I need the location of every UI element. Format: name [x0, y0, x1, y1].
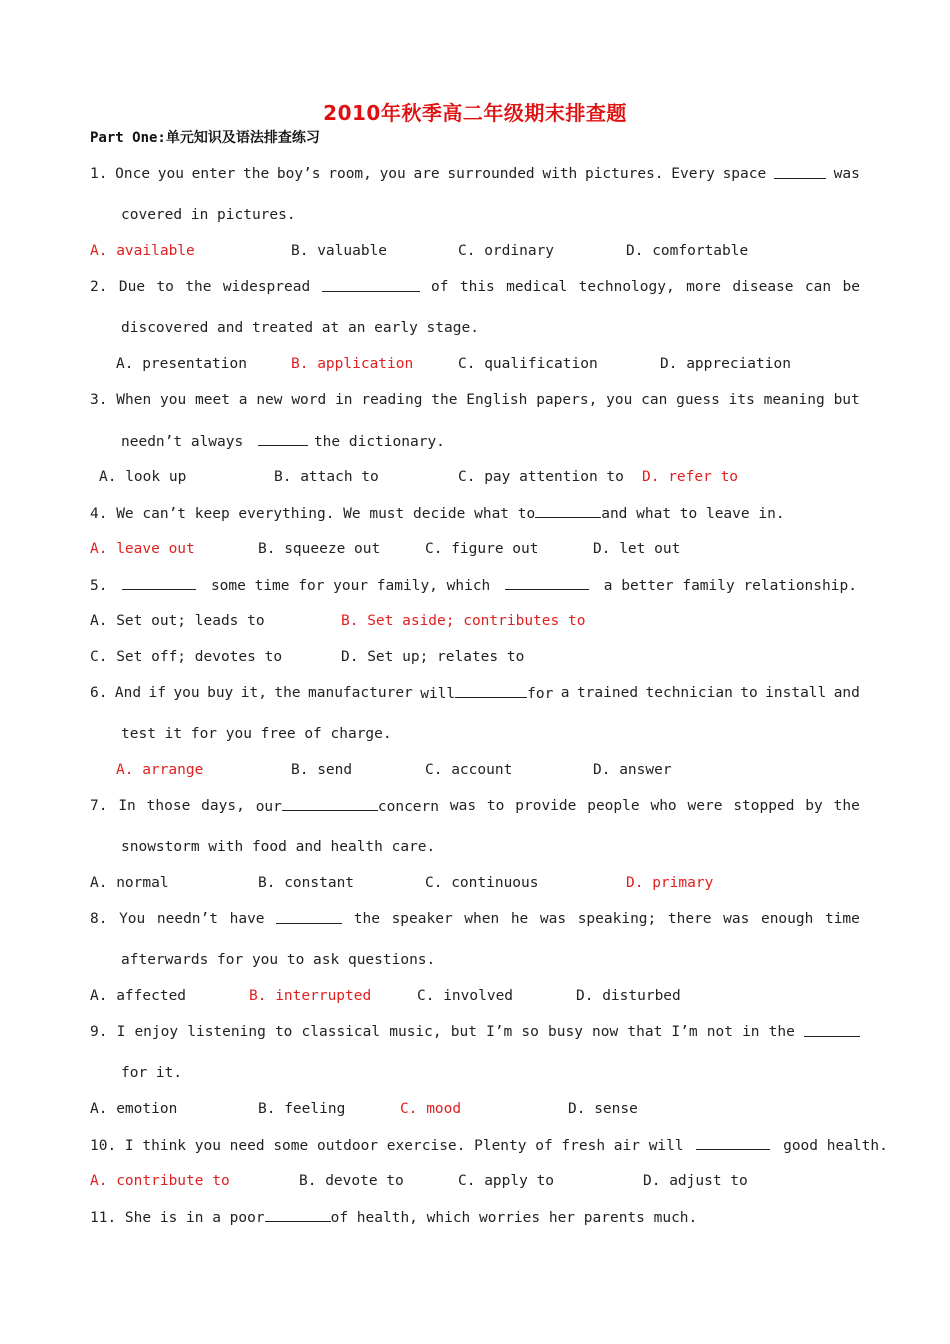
answer-blank[interactable] [804, 1022, 860, 1037]
answer-blank[interactable] [505, 575, 589, 590]
question-8-line-2: afterwards for you to ask questions. [121, 952, 436, 968]
q8-option-a[interactable]: A. affected [90, 988, 187, 1004]
q3-option-b[interactable]: B. attach to [274, 469, 379, 485]
q5-option-d[interactable]: D. Set up; relates to [341, 649, 525, 665]
q3-option-d[interactable]: D. refer to [642, 469, 739, 485]
question-2-line-2: discovered and treated at an early stage. [121, 320, 479, 336]
question-8-line-1: 8. You needn’t have the speaker when he was speaking; there was enough time [90, 911, 860, 927]
q7-option-a[interactable]: A. normal [90, 875, 169, 891]
q4-option-b[interactable]: B. squeeze out [258, 541, 381, 557]
answer-blank[interactable] [265, 1207, 331, 1222]
q5-option-b[interactable]: B. Set aside; contributes to [341, 613, 586, 629]
question-9-line-1: 9. I enjoy listening to classical music, but I’m so busy now that I’m not in the [90, 1022, 860, 1042]
q7-option-d[interactable]: D. primary [626, 875, 714, 891]
answer-blank[interactable] [535, 503, 601, 518]
q3-option-c[interactable]: C. pay attention to [458, 469, 624, 485]
q9-option-c[interactable]: C. mood [400, 1101, 462, 1117]
q2-option-d[interactable]: D. appreciation [660, 356, 791, 372]
question-3-line-1: 3. When you meet a new word in reading the English papers, you can guess its meaning but [90, 392, 860, 408]
question-7-line-1: 7. In those days, our concern was to provide people who were stopped by the [90, 798, 860, 815]
q4-option-a[interactable]: A. leave out [90, 541, 195, 557]
q9-option-a[interactable]: A. emotion [90, 1101, 178, 1117]
question-4-line-1: 4. We can’t keep everything. We must decide what to and what to leave in. [90, 503, 785, 524]
q2-option-b[interactable]: B. application [291, 356, 414, 372]
question-3-line-2: needn’t always the dictionary. [121, 431, 445, 452]
question-6-line-1: 6. And if you buy it, the manufacturer will for a trained technician to install and [90, 685, 860, 702]
q6-option-d[interactable]: D. answer [593, 762, 672, 778]
q4-option-c[interactable]: C. figure out [425, 541, 539, 557]
q5-option-c[interactable]: C. Set off; devotes to [90, 649, 283, 665]
answer-blank[interactable] [774, 164, 826, 179]
question-1-line-1: 1. Once you enter the boy’s room, you are surrounded with pictures. Every space was [90, 166, 860, 182]
q8-option-d[interactable]: D. disturbed [576, 988, 681, 1004]
q10-option-c[interactable]: C. apply to [458, 1173, 555, 1189]
page-title: 2010年秋季高二年级期末排查题 [323, 101, 627, 125]
question-1-line-2: covered in pictures. [121, 207, 296, 223]
q2-option-a[interactable]: A. presentation [116, 356, 247, 372]
q5-option-a[interactable]: A. Set out; leads to [90, 613, 265, 629]
q7-option-b[interactable]: B. constant [258, 875, 355, 891]
q1-option-d[interactable]: D. comfortable [626, 243, 749, 259]
answer-blank[interactable] [282, 796, 378, 811]
q10-option-b[interactable]: B. devote to [299, 1173, 404, 1189]
question-7-line-2: snowstorm with food and health care. [121, 839, 436, 855]
question-5-line-1: 5. some time for your family, which a better family relationship. [90, 575, 857, 596]
q8-option-c[interactable]: C. involved [417, 988, 514, 1004]
question-10-line-1: 10. I think you need some outdoor exercise. Plenty of fresh air will good health. [90, 1135, 888, 1156]
question-9-line-2: for it. [121, 1065, 183, 1081]
q6-option-c[interactable]: C. account [425, 762, 513, 778]
q3-option-a[interactable]: A. look up [99, 469, 187, 485]
question-2-line-1: 2. Due to the widespread of this medical technology, more disease can be [90, 279, 860, 295]
q6-option-b[interactable]: B. send [291, 762, 353, 778]
answer-blank[interactable] [696, 1135, 770, 1150]
q9-option-b[interactable]: B. feeling [258, 1101, 346, 1117]
answer-blank[interactable] [258, 431, 308, 446]
q10-option-d[interactable]: D. adjust to [643, 1173, 748, 1189]
question-6-line-2: test it for you free of charge. [121, 726, 392, 742]
q9-option-d[interactable]: D. sense [568, 1101, 638, 1117]
q4-option-d[interactable]: D. let out [593, 541, 681, 557]
q1-option-b[interactable]: B. valuable [291, 243, 388, 259]
section-heading: Part One:单元知识及语法排查练习 [90, 130, 320, 146]
q1-option-c[interactable]: C. ordinary [458, 243, 555, 259]
answer-blank[interactable] [322, 277, 420, 292]
question-11-line-1: 11. She is in a poor of health, which worries her parents much. [90, 1207, 697, 1228]
answer-blank[interactable] [455, 683, 527, 698]
q8-option-b[interactable]: B. interrupted [249, 988, 372, 1004]
answer-blank[interactable] [276, 909, 342, 924]
answer-blank[interactable] [122, 575, 196, 590]
q6-option-a[interactable]: A. arrange [116, 762, 204, 778]
q2-option-c[interactable]: C. qualification [458, 356, 598, 372]
q7-option-c[interactable]: C. continuous [425, 875, 539, 891]
q10-option-a[interactable]: A. contribute to [90, 1173, 230, 1189]
q1-option-a[interactable]: A. available [90, 243, 195, 259]
